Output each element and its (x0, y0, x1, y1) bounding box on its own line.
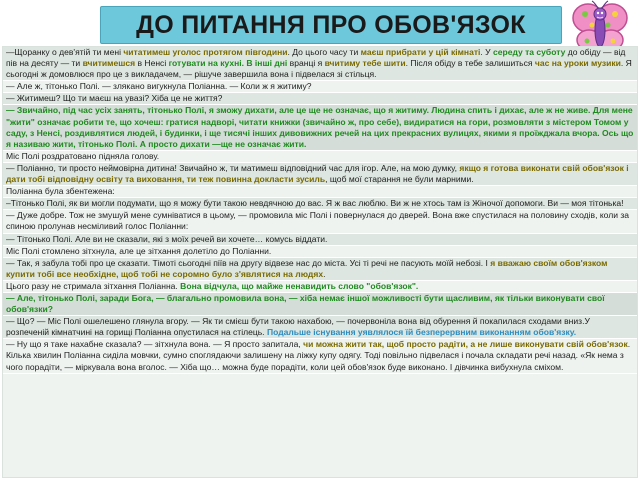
text-segment: — Житимеш? Що ти маєш на увазі? Хіба це не життя? (6, 93, 223, 104)
text-segment: —Щоранку о дев'ятій ти мені (6, 47, 124, 57)
text-paragraph (3, 151, 637, 163)
text-segment: — Поліанно, ти просто неймовірна дитина! Звичайно ж, ти матимеш відповідний час для ігор. Але, на мою думку, (6, 162, 460, 173)
text-segment: . У (480, 47, 493, 57)
text-segment: . До цього часу ти (287, 47, 361, 57)
text-segment: . Кілька хвилин Поліанна сиділа мовчки, сумно споглядаючи залишену на ліжку купу одягу. Тоді повільно підвелася і почала складати речі назад. «Як нема з чого порадіти, — міркувала вона вголос. — Хіба що… можна буде порадіти, коли цей обов'язок буде виконано. І дівчинка вибухнула сміхом. (6, 339, 631, 372)
text-segment: — Що? — Міс Полі ошелешено глянула вгору. — Як ти смієш бути такою нахабою, — почервоніла вона від обурення й покапилася сходами вниз.У розпеченій кімнатчині на горищі Поліанна опустилася на стілець. (6, 316, 590, 338)
highlighted-text: готувати на кухні. В інші дні (168, 58, 288, 69)
text-segment: –Тітонько Полі, як ви могли подумати, що я можу бути такою невдячною до вас. Я ж вас люблю. Ви ж не хтось там із Жіночої допомоги. Ви — моя тітонька! (6, 198, 624, 209)
highlighted-text: чи можна жити так, щоб просто радіти, а не лише виконувати свій обов'язок (303, 339, 628, 350)
text-segment: — Ну що я таке нахабне сказала? — зітхнула вона. — Я просто запитала, (6, 339, 304, 350)
highlighted-text: вчитимешся (82, 58, 136, 69)
text-segment: — Тітонько Полі. Але ви не сказали, які з моїх речей ви хочете… комусь віддати. (6, 233, 328, 244)
text-paragraph (3, 198, 637, 210)
text-paragraph (3, 234, 637, 246)
text-paragraph (3, 105, 637, 150)
highlighted-text: Подальше існування уявлялося їй безперервним виконанням обов'язку. (266, 327, 577, 338)
text-paragraph (3, 316, 637, 339)
text-paragraph (3, 246, 637, 258)
text-paragraph (3, 186, 637, 198)
text-paragraph (3, 81, 637, 93)
text-paragraph (3, 210, 637, 233)
text-paragraph (3, 163, 637, 186)
text-segment: Поліанна була збентежена: (6, 186, 115, 197)
slide-title: ДО ПИТАННЯ ПРО ОБОВ'ЯЗОК (100, 6, 562, 44)
text-paragraph (3, 93, 637, 105)
text-segment: . Після обіду в тебе залишиться (405, 58, 535, 69)
text-segment: — Так, я забула тобі про це сказати. Тімоті сьогодні піїв на другу відвезе нас до міста. Усі ті речі не пасують моїй небозі. І (6, 257, 491, 268)
text-segment: — Дуже добре. Тож не змушуй мене сумніватися в цьому, — промовила міс Полі і повернулася до дверей. Вона вже спустилася на половину сходів, коли за спиною пролунав несміливий голос Поліанни: (6, 210, 630, 232)
text-segment: вранці я (287, 58, 325, 69)
text-panel (2, 46, 638, 478)
highlighted-text: маєш прибрати у цій кімнаті (360, 47, 481, 57)
highlighted-text: читатимеш уголос протягом півгодини (123, 47, 288, 57)
highlighted-text: я вважаю своїм обов'язком купити тобі все необхідне, щоб тобі не соромно було з'являтися на людях (6, 257, 608, 279)
text-segment: Міс Полі роздратовано підняла голову. (6, 150, 160, 161)
text-segment: до обіду — від пів на десяту — ти (6, 47, 626, 69)
highlighted-text: — Але, тітонько Полі, заради Бога, — благально промовила вона, — хіба немає іншої можливості бути щасливим, як тільки виконувати свої обов'язки? (6, 292, 605, 315)
highlighted-text: Вона відчула, що майже ненавидить слово "обов'язок". (180, 280, 419, 291)
text-segment: , щоб мої старання не були марними. (325, 174, 474, 185)
highlighted-text: середу та суботу (492, 47, 566, 57)
highlighted-text: час на уроки музики (534, 58, 621, 69)
text-segment: — Але ж, тітонько Полі. — злякано вигукнула Поліанна. — Коли ж я житиму? (6, 81, 312, 92)
text-segment: . Я сьогодні ж домовлюся про це з викладачем, — рішуче завершила вона і підвелася зі стільця. (6, 58, 632, 80)
text-paragraph (3, 339, 637, 373)
highlighted-text: вчитиму тебе шити (324, 58, 406, 69)
highlighted-text: — Звичайно, під час усіх занять, тітонько Полі, я зможу дихати, але це ще не означає, що я житиму. Людина спить і дихає, але ж не живе. Для мене "жити" означає робити те, що хочеш: гратися надворі, читати книжки (звичайно ж, про себе), видиратися на гори, розмовляти з містером Томом у саду, з Ненсі, роздивлятися людей, і будинки, і ще тисячі інших дивовижних речей на цих прекрасних вулицях, якими я проїжджала вчора. Ось що я називаю жити, тітонько Полі. А просто дихати —ще не означає жити. (6, 105, 634, 149)
text-paragraph (3, 293, 637, 316)
text-paragraph (3, 281, 637, 293)
text-segment: Міс Полі стомлено зітхнула, але це зітхання долетіло до Поліанни. (6, 245, 272, 256)
text-segment: . (323, 268, 326, 279)
text-paragraph (3, 258, 637, 281)
text-segment: в Ненсі (135, 58, 169, 69)
highlighted-text: якщо я готова виконати свій обов'язок і дати тобі відповідну освіту та виховання, ти теж повинна докласти зусиль (6, 162, 629, 185)
text-segment: Цього разу не стримала зітхання Поліанна. (6, 280, 181, 291)
text-paragraph (3, 47, 637, 81)
